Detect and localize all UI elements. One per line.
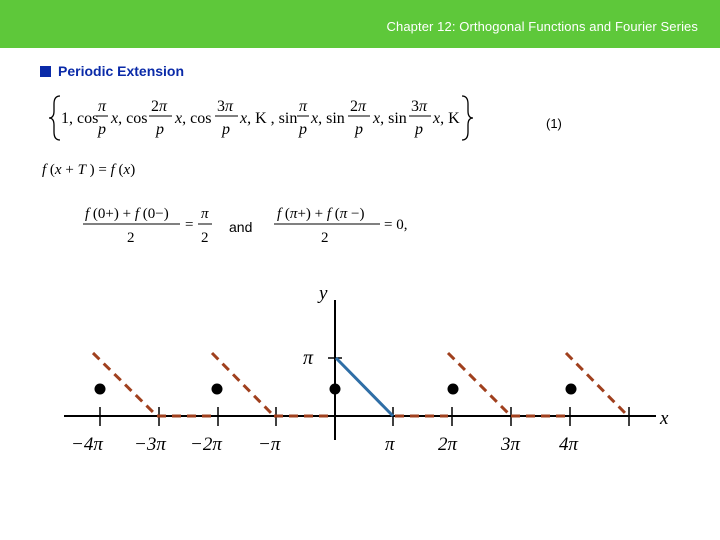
extension-graph <box>64 283 669 455</box>
svg-text:π: π <box>201 206 209 222</box>
x-tick-label: −2π <box>190 434 222 455</box>
svg-text:= 0,: = 0, <box>384 217 408 233</box>
svg-text:f (0+) + f (0−): f (0+) + f (0−) <box>85 206 169 222</box>
x-axis-label: x <box>660 408 669 429</box>
and-text: and <box>229 219 253 235</box>
svg-text:3π: 3π <box>411 98 428 115</box>
svg-text:1, cos: 1, cos <box>61 110 99 127</box>
y-axis-label: y <box>319 283 328 304</box>
svg-text:x, cos: x, cos <box>111 110 148 127</box>
jump-midpoints <box>95 384 577 395</box>
equation-number: (1) <box>546 116 562 131</box>
orthogonal-set-equation <box>49 96 473 140</box>
svg-text:=: = <box>185 217 194 233</box>
function-segment <box>336 358 393 416</box>
x-tick-label: 3π <box>501 434 521 455</box>
x-tick-label: 2π <box>438 434 458 455</box>
svg-text:π: π <box>299 98 308 115</box>
svg-text:π: π <box>98 98 107 115</box>
midpoint-equation-right <box>274 206 407 246</box>
svg-text:p: p <box>98 121 106 138</box>
svg-text:p: p <box>156 121 164 138</box>
svg-text:x, K: x, K <box>433 110 460 127</box>
chapter-title: Chapter 12: Orthogonal Functions and Fourier Series <box>386 19 698 34</box>
svg-text:2: 2 <box>127 230 135 246</box>
svg-text:x, K , sin: x, K , sin <box>240 110 298 127</box>
svg-text:x, sin: x, sin <box>311 110 345 127</box>
left-brace <box>49 96 60 140</box>
x-tick-label: π <box>385 434 395 455</box>
svg-text:x, cos: x, cos <box>175 110 212 127</box>
svg-text:2: 2 <box>201 230 209 246</box>
section-title: Periodic Extension <box>58 63 185 79</box>
x-tick-label: −π <box>258 434 281 455</box>
periodicity-equation <box>42 162 135 178</box>
x-tick-label: 4π <box>559 434 579 455</box>
svg-text:p: p <box>222 121 230 138</box>
svg-text:2: 2 <box>321 230 329 246</box>
svg-text:2π: 2π <box>151 98 168 115</box>
svg-text:p: p <box>415 121 423 138</box>
svg-text:x, sin: x, sin <box>373 110 407 127</box>
svg-text:f (π+) + f (π −): f (π+) + f (π −) <box>277 206 365 222</box>
midpoint-equation-left <box>83 206 212 246</box>
svg-text:f (x + T ) = f (x): f (x + T ) = f (x) <box>42 162 136 178</box>
svg-text:p: p <box>355 121 363 138</box>
right-brace <box>462 96 473 140</box>
x-tick-label: −4π <box>71 434 103 455</box>
svg-text:p: p <box>299 121 307 138</box>
x-tick-label: −3π <box>134 434 166 455</box>
svg-text:3π: 3π <box>217 98 234 115</box>
svg-text:2π: 2π <box>350 98 367 115</box>
y-tick-label: π <box>303 347 314 369</box>
